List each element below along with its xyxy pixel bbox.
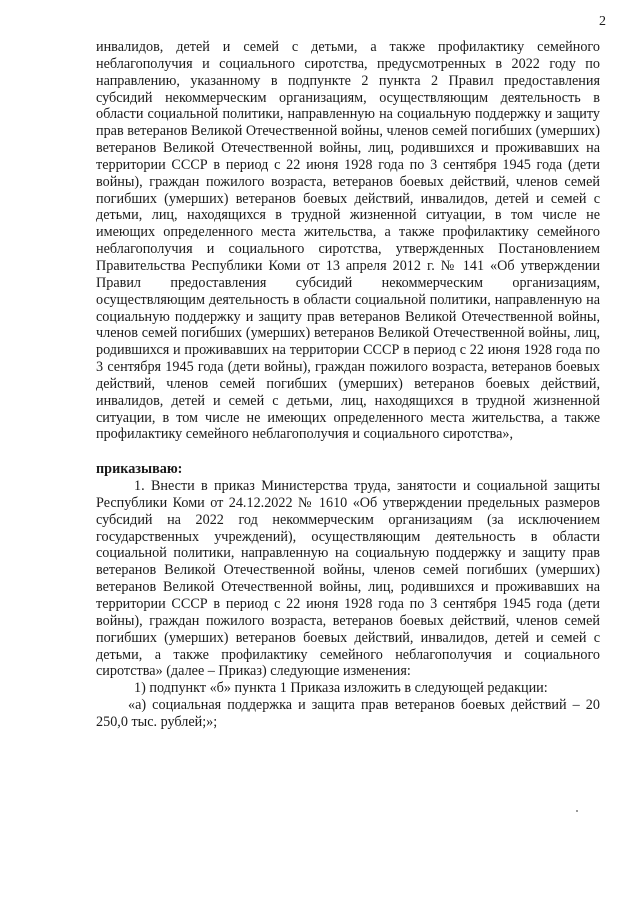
- order-heading: приказываю:: [96, 461, 183, 478]
- document-body: [96, 39, 600, 731]
- quote-a-paragraph: «а) социальная поддержка и защита прав ветеранов боевых действий – 20 250,0 тыс. рублей;»;: [96, 697, 600, 730]
- page-number: 2: [599, 14, 606, 29]
- item-1-paragraph: 1. Внести в приказ Министерства труда, занятости и социальной защиты Республики Коми от 24.12.2022 № 1610 «Об утверждении предельных размеров субсидий на 2022 год некоммерческим организациям (за исключением государственных учреждений), осуществляющим деятельность в области социальной политики, направленную на социальную поддержку и защиту прав ветеранов Великой Отечественной войны, членов семей погибших (умерших) ветеранов Великой Отечественной войны, лиц, родившихся и проживавших на территории СССР в период с 22 июня 1928 года по 3 сентября 1945 года (дети войны), граждан пожилого возраста, ветеранов боевых действий, членов семей погибших (умерших) ветеранов боевых действий, инвалидов, детей и семей с детьми, а также профилактику семейного неблагополучия и социального сиротства» (далее – Приказ) следующие изменения:: [96, 478, 600, 680]
- preamble-paragraph: инвалидов, детей и семей с детьми, а также профилактику семейного неблагополучия и социального сиротства, предусмотренных в 2022 году по направлению, указанному в подпункте 2 пункта 2 Правил предоставления субсидий некоммерческим организациям, осуществляющим деятельность в области социальной политики, направленную на социальную поддержку и защиту прав ветеранов Великой Отечественной войны, членов семей погибших (умерших) ветеранов Великой Отечественной войны, лиц, родившихся и проживавших на территории СССР в период с 22 июня 1928 года по 3 сентября 1945 года (дети войны), граждан пожилого возраста, ветеранов боевых действий, членов семей погибших (умерших) ветеранов боевых действий, инвалидов, детей и семей с детьми, лиц, находящихся в трудной жизненной ситуации, в том числе не имеющих определенного места жительства, а также профилактику семейного неблагополучия и социального сиротства, утвержденных Постановлением Правительства Республики Коми от 13 апреля 2012 г. № 141 «Об утверждении Правил предоставления субсидий некоммерческим организациям, осуществляющим деятельность в области социальной политики, направленную на социальную поддержку и защиту прав ветеранов Великой Отечественной войны, членов семей погибших (умерших) ветеранов Великой Отечественной войны, лиц, родившихся и проживавших на территории СССР в период с 22 июня 1928 года по 3 сентября 1945 года (дети войны), граждан пожилого возраста, ветеранов боевых действий, членов семей погибших (умерших) ветеранов боевых действий, инвалидов, детей и семей с детьми, лиц, находящихся в трудной жизненной ситуации, в том числе не имеющих определенного места жительства, а также профилактику семейного неблагополучия и социального сиротства»,: [96, 39, 600, 443]
- subitem-1-paragraph: 1) подпункт «б» пункта 1 Приказа изложить в следующей редакции:: [134, 680, 548, 697]
- scan-speck: [576, 810, 578, 812]
